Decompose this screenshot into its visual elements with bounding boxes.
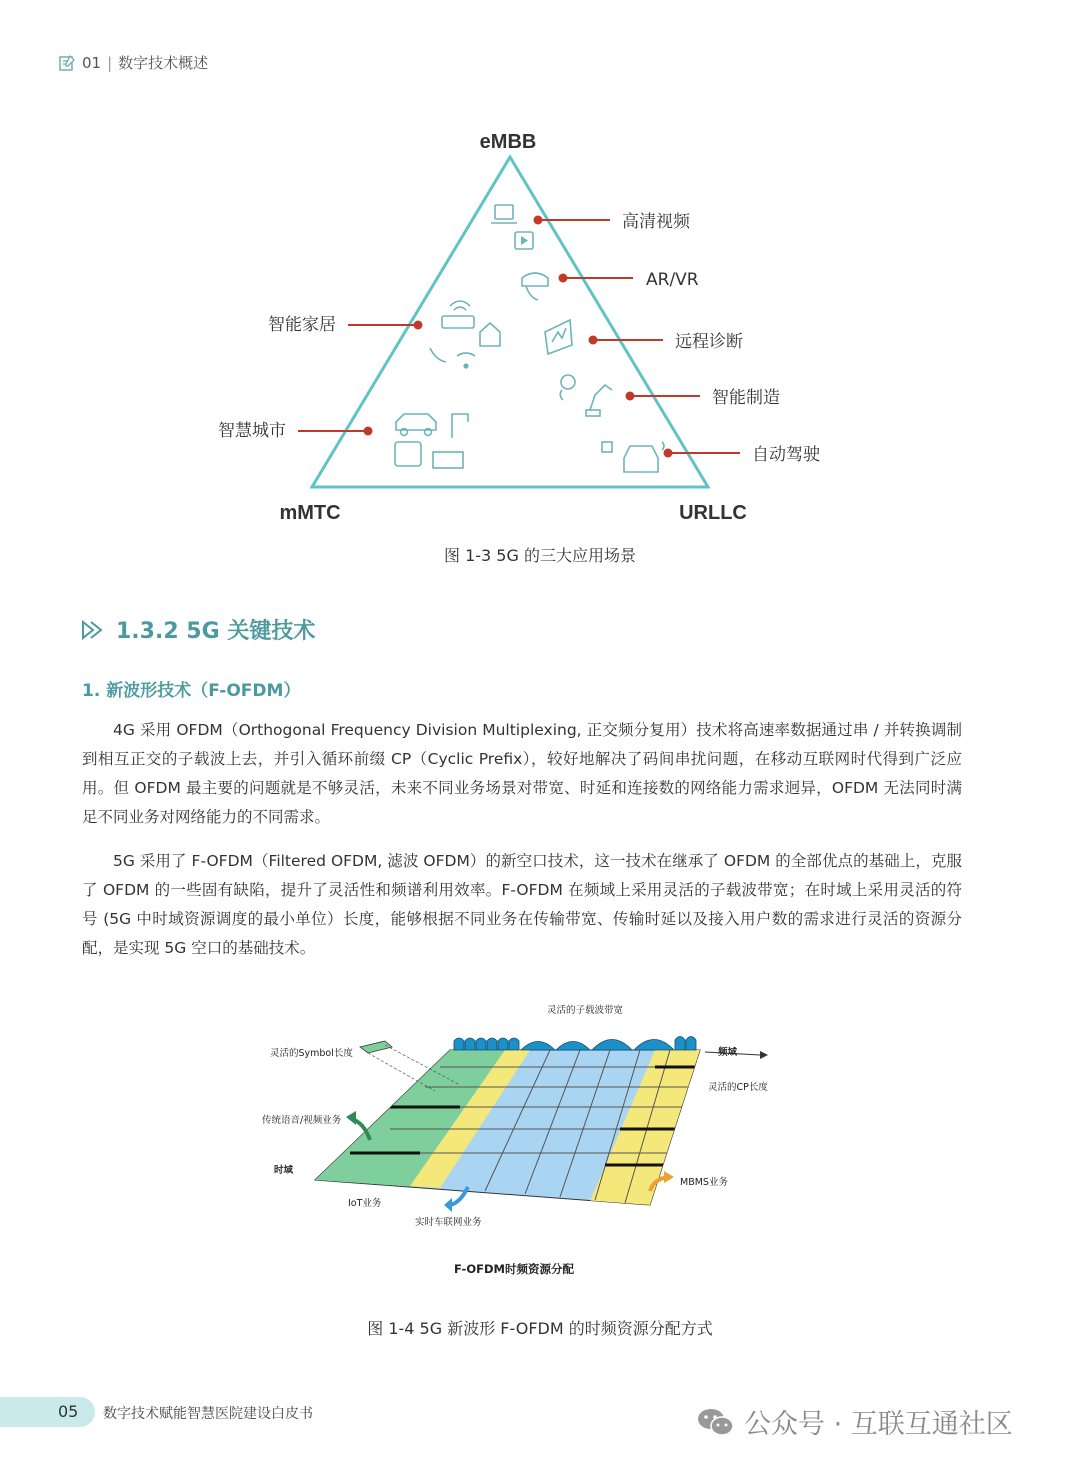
paragraph-fofdm: 5G 采用了 F-OFDM（Filtered OFDM, 滤波 OFDM）的新空口技术，这一技术在继承了 OFDM 的全部优点的基础上，克服了 OFDM 的一些固有缺陷，提升了灵活性和频谱利用效率。F-OFDM 在频域上采用灵活的子载波带宽；在时域上采用灵活的符号 (5G 中时域资源调度的最小单位）长度，能够根据不同业务在传输带宽、传输时延以及接入用户数的需求进行灵活的资源分配，是实现 5G 空口的基础技术。 <box>82 852 962 957</box>
wechat-icon <box>696 1406 736 1438</box>
label-subcarrier-bandwidth: 灵活的子载波带宽 <box>546 1005 624 1016</box>
footer-tab <box>0 1397 95 1427</box>
remote-diagnosis-icon <box>545 320 572 354</box>
label-cp-length: 灵活的CP长度 <box>708 1082 768 1093</box>
callout-autonomous-driving: 自动驾驶 <box>752 445 820 465</box>
callout-arvr: AR/VR <box>646 270 699 290</box>
page-number: 05 <box>58 1402 79 1421</box>
subcarrier-bumps <box>454 1037 696 1051</box>
callout-smart-home: 智能家居 <box>268 315 336 335</box>
car-icon <box>602 442 664 472</box>
label-iot: IoT业务 <box>348 1198 382 1209</box>
figure2-caption: 图 1-4 5G 新波形 F-OFDM 的时频资源分配方式 <box>367 1319 713 1338</box>
label-frequency-domain: 频域 <box>718 1047 738 1058</box>
label-v2x: 实时车联网业务 <box>415 1217 482 1228</box>
smart-city-icon <box>395 414 468 468</box>
label-mmtc: mMTC <box>279 502 341 524</box>
robot-arm-icon <box>560 375 612 416</box>
subsection-title: 1. 新波形技术（F-OFDM） <box>82 681 301 701</box>
double-arrow-icon <box>80 619 106 641</box>
section-title <box>80 614 315 645</box>
label-mbms: MBMS业务 <box>680 1177 728 1188</box>
book-icon <box>58 54 76 72</box>
header-separator: | <box>107 53 113 72</box>
paragraph-ofdm: 4G 采用 OFDM（Orthogonal Frequency Division Multiplexing, 正交频分复用）技术将高速率数据通过串 / 并转换调制到相互正交的子载波上去，并引入循环前缀 CP（Cyclic Prefix），较好地解决了码间串扰问题，在移动互联网时代得到广泛应用。但 OFDM 最主要的问题就是不够灵活，未来不同业务场景对带宽、时延和连接数的网络能力需求迥异，OFDM 无法同时满足不同业务对网络能力的不同需求。 <box>82 721 962 826</box>
watermark <box>696 1402 1013 1441</box>
watermark-text: 公众号 · 互联互通社区 <box>744 1409 1013 1440</box>
figure-fofdm-allocation <box>260 995 820 1285</box>
callout-smart-city: 智慧城市 <box>218 421 286 441</box>
scenario-triangle <box>312 157 708 487</box>
video-icon <box>491 205 533 249</box>
chapter-title: 数字技术概述 <box>118 54 209 72</box>
footer-title: 数字技术赋能智慧医院建设白皮书 <box>103 1406 313 1422</box>
label-voice-video: 传统语音/视频业务 <box>262 1115 342 1126</box>
label-symbol-length: 灵活的Symbol长度 <box>270 1048 353 1059</box>
figure-5g-scenarios <box>200 120 880 540</box>
figure1-caption: 图 1-3 5G 的三大应用场景 <box>444 546 636 565</box>
section-title-text: 1.3.2 5G 关键技术 <box>116 619 316 644</box>
callout-hd-video: 高清视频 <box>622 212 690 232</box>
callout-remote-diagnosis: 远程诊断 <box>675 332 743 352</box>
chapter-number: 01 <box>82 53 102 72</box>
label-urllc: URLLC <box>679 502 747 524</box>
smart-home-icon <box>430 301 500 368</box>
label-embb: eMBB <box>479 131 537 153</box>
callout-smart-manufacturing: 智能制造 <box>712 388 780 408</box>
vr-headset-icon <box>522 273 548 300</box>
figure2-inner-title: F-OFDM时频资源分配 <box>454 1262 574 1276</box>
label-time-domain: 时域 <box>274 1165 294 1176</box>
page-header <box>58 52 208 73</box>
symbol-block <box>360 1041 392 1053</box>
